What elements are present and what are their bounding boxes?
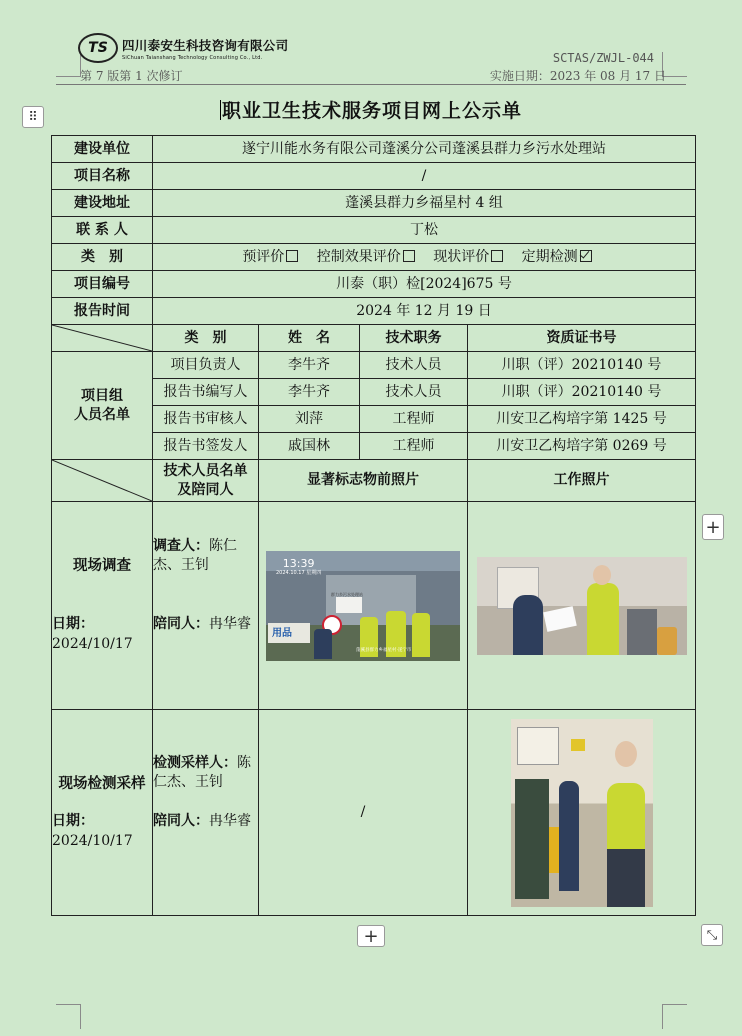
- crop-mark-bottom-left: [56, 1004, 81, 1029]
- row-category: [52, 244, 696, 271]
- contact-value[interactable]: 丁松: [153, 217, 696, 244]
- diagonal-line: [52, 325, 152, 351]
- header-line: [56, 67, 686, 85]
- staff-cert[interactable]: 川安卫乙构培字第 0269 号: [468, 433, 696, 460]
- staff-cert[interactable]: 川职（评）20210140 号: [468, 352, 696, 379]
- row-builder: [52, 136, 696, 163]
- table-resize-handle[interactable]: ⤡: [701, 924, 723, 946]
- sampling-work-photo-cell: [468, 710, 696, 916]
- survey-landmark-photo-cell: [259, 502, 468, 710]
- sampling-sampler-label: 检测采样人：: [153, 755, 237, 771]
- address-value[interactable]: 蓬溪县群力乡福星村 4 组: [153, 190, 696, 217]
- report-time-label: 报告时间: [52, 298, 153, 325]
- company-name: 四川泰安生科技咨询有限公司: [122, 37, 289, 53]
- staff-role: 报告书审核人: [153, 406, 259, 433]
- staff-title[interactable]: 技术人员: [360, 379, 468, 406]
- photo-datestamp: 2024.10.17 星期四: [276, 569, 322, 576]
- checkbox-control-effect[interactable]: [403, 250, 415, 262]
- project-name-value[interactable]: /: [153, 163, 696, 190]
- notice-table: [51, 135, 696, 916]
- row-project-name: [52, 163, 696, 190]
- category-label: 类 别: [52, 244, 153, 271]
- staff-header-role: 类 别: [153, 325, 259, 352]
- survey-investigator-names: 陈仁杰、王钊: [153, 538, 237, 573]
- sampling-landmark-photo-cell[interactable]: [259, 710, 468, 916]
- survey-label: 现场调查: [73, 557, 131, 574]
- staff-name[interactable]: 李牛齐: [259, 379, 360, 406]
- edition-text: 第 7 版第 1 次修订: [80, 69, 183, 83]
- sampling-label-cell: [52, 710, 153, 916]
- survey-row: [52, 502, 696, 710]
- row-report-time: [52, 298, 696, 325]
- survey-companion-label: 陪同人：: [153, 616, 209, 632]
- company-logo: [78, 33, 288, 63]
- staff-title[interactable]: 技术人员: [360, 352, 468, 379]
- project-team-label: [52, 352, 153, 460]
- checkbox-status-evaluation[interactable]: [491, 250, 503, 262]
- project-no-label: 项目编号: [52, 271, 153, 298]
- photo-location-stamp: 蓬溪县群力乡福星村·遂宁市: [356, 647, 412, 653]
- company-name-en: SiChuan Taianshang Technology Consulting Co., Ltd.: [122, 54, 263, 61]
- contact-label: 联 系 人: [52, 217, 153, 244]
- survey-staff-cell: [153, 502, 259, 710]
- diagonal-header-cell: [52, 325, 153, 352]
- photo-banner-text: 用品: [272, 627, 292, 639]
- sampling-staff-cell: [153, 710, 259, 916]
- photos-header-staff-line1: 技术人员名单: [163, 462, 248, 479]
- photos-header-landmark: 显著标志物前照片: [259, 460, 468, 502]
- row-address: [52, 190, 696, 217]
- sampling-work-photo[interactable]: [511, 719, 653, 907]
- photo-timestamp: 13:39: [282, 556, 315, 570]
- project-name-label: 项目名称: [52, 163, 153, 190]
- diagonal-header-cell: [52, 460, 153, 502]
- staff-row: [52, 352, 696, 379]
- survey-date-label: 日期：: [52, 616, 94, 632]
- sampling-label: 现场检测采样: [58, 775, 146, 792]
- add-column-button[interactable]: +: [702, 514, 724, 540]
- staff-header-row: [52, 325, 696, 352]
- staff-header-title: 技术职务: [360, 325, 468, 352]
- tas-logo-icon: TS: [78, 33, 118, 63]
- staff-title[interactable]: 工程师: [360, 406, 468, 433]
- effective-date: 实施日期：2023 年 08 月 17 日: [489, 69, 666, 83]
- row-project-no: [52, 271, 696, 298]
- builder-label: 建设单位: [52, 136, 153, 163]
- sampling-sampler-names: 陈仁杰、王钊: [153, 755, 251, 790]
- staff-cert[interactable]: 川职（评）20210140 号: [468, 379, 696, 406]
- survey-date[interactable]: 2024/10/17: [52, 636, 133, 652]
- report-time-value[interactable]: 2024 年 12 月 19 日: [153, 298, 696, 325]
- photos-header-staff-line2: 及陪同人: [177, 481, 234, 498]
- project-no-value[interactable]: 川泰（职）检[2024]675 号: [153, 271, 696, 298]
- staff-name[interactable]: 李牛齐: [259, 352, 360, 379]
- staff-role: 报告书编写人: [153, 379, 259, 406]
- survey-companions[interactable]: [153, 615, 258, 634]
- staff-name[interactable]: 刘萍: [259, 406, 360, 433]
- table-move-handle[interactable]: ⠿: [22, 106, 44, 128]
- sampling-date[interactable]: 2024/10/17: [52, 833, 133, 849]
- survey-work-photo-cell: [468, 502, 696, 710]
- staff-header-name: 姓 名: [259, 325, 360, 352]
- photos-header-staff: [153, 460, 259, 502]
- project-team-label-line1: 项目组: [81, 387, 123, 404]
- sampling-landmark-placeholder: /: [360, 804, 366, 821]
- staff-title[interactable]: 工程师: [360, 433, 468, 460]
- survey-label-cell: [52, 502, 153, 710]
- survey-investigators[interactable]: [153, 537, 258, 575]
- staff-cert[interactable]: 川安卫乙构培字第 1425 号: [468, 406, 696, 433]
- sampling-companion-label: 陪同人：: [153, 813, 209, 829]
- row-contact: [52, 217, 696, 244]
- staff-header-cert: 资质证书号: [468, 325, 696, 352]
- checkbox-pre-evaluation[interactable]: [286, 250, 298, 262]
- diagonal-line: [52, 460, 152, 501]
- sampling-row: [52, 710, 696, 916]
- crop-mark-bottom-right: [662, 1004, 687, 1029]
- add-row-button[interactable]: +: [357, 925, 385, 947]
- page-title-text: 职业卫生技术服务项目网上公示单: [221, 100, 522, 122]
- survey-landmark-photo[interactable]: [266, 551, 460, 661]
- staff-role: 项目负责人: [153, 352, 259, 379]
- photos-header-work: 工作照片: [468, 460, 696, 502]
- survey-investigator-label: 调查人：: [153, 538, 209, 554]
- category-options: [153, 244, 696, 271]
- sampling-companions[interactable]: [153, 812, 258, 831]
- address-label: 建设地址: [52, 190, 153, 217]
- photos-header-row: [52, 460, 696, 502]
- builder-value[interactable]: 遂宁川能水务有限公司蓬溪分公司蓬溪县群力乡污水处理站: [153, 136, 696, 163]
- survey-companion-name: 冉华睿: [209, 616, 251, 632]
- sampling-date-label: 日期：: [52, 813, 94, 829]
- category-option-label: 现状评价: [433, 248, 490, 265]
- staff-role: 报告书签发人: [153, 433, 259, 460]
- page-title: [0, 96, 742, 123]
- text-cursor: [220, 100, 221, 120]
- sampling-samplers[interactable]: [153, 754, 258, 792]
- sampling-companion-name: 冉华睿: [209, 813, 251, 829]
- project-team-label-line2: 人员名单: [74, 406, 130, 423]
- checkbox-periodic-test-checked[interactable]: [580, 250, 592, 262]
- document-number: SCTAS/ZWJL-044: [552, 51, 654, 65]
- category-option-label: 预评价: [242, 248, 285, 265]
- category-option-label: 定期检测: [521, 248, 578, 265]
- header-rule: [56, 84, 686, 85]
- photo-sign-text: 群力乡污水处理站: [331, 591, 363, 597]
- category-option-label: 控制效果评价: [316, 248, 401, 265]
- survey-work-photo[interactable]: [477, 557, 687, 655]
- staff-name[interactable]: 戚国林: [259, 433, 360, 460]
